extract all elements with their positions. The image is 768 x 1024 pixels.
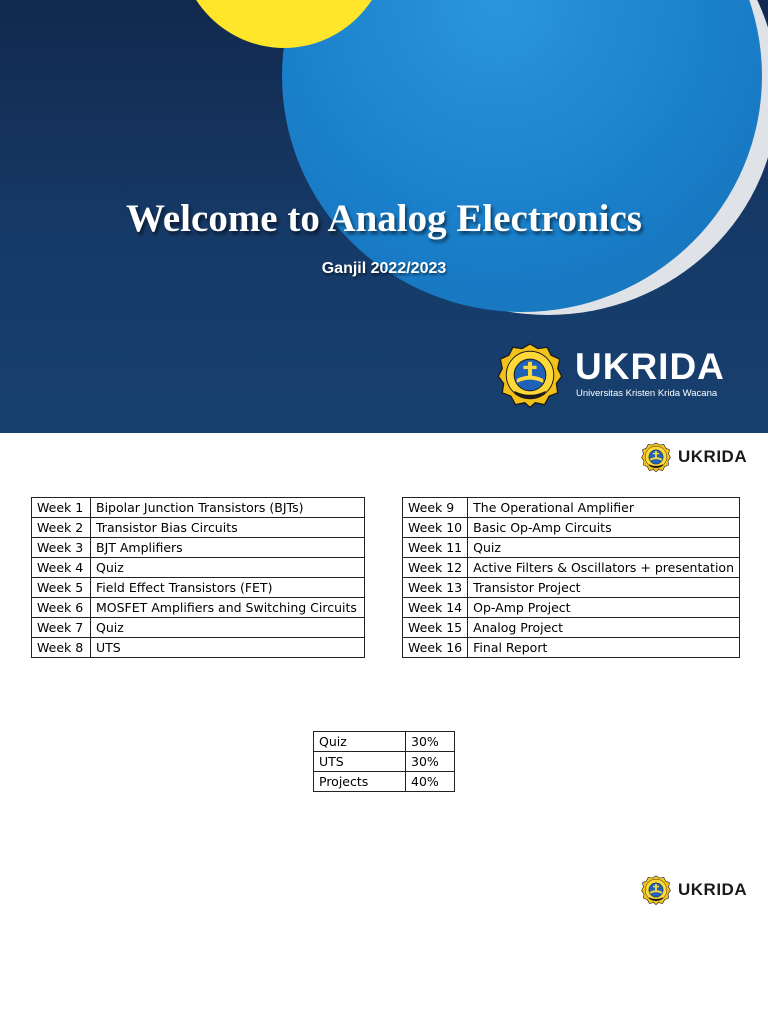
table-row — [314, 752, 455, 772]
topic-cell: Transistor Bias Circuits — [91, 518, 365, 538]
component-cell: Projects — [314, 772, 406, 792]
brand-name: UKRIDA — [575, 346, 725, 387]
table-row — [403, 618, 740, 638]
topic-cell: Field Effect Transistors (FET) — [91, 578, 365, 598]
grading-table — [313, 731, 455, 792]
slide-title: Welcome to Analog Electronics — [126, 197, 642, 240]
topic-cell: Basic Op-Amp Circuits — [468, 518, 740, 538]
table-row — [32, 598, 365, 618]
week-cell: Week 2 — [32, 518, 91, 538]
topic-cell: Active Filters & Oscillators + presentation — [468, 558, 740, 578]
ukrida-seal-icon — [497, 342, 563, 408]
topic-cell: UTS — [91, 638, 365, 658]
week-cell: Week 11 — [403, 538, 468, 558]
week-cell: Week 15 — [403, 618, 468, 638]
weight-cell: 30% — [406, 752, 455, 772]
topic-cell: Quiz — [91, 618, 365, 638]
week-cell: Week 7 — [32, 618, 91, 638]
table-row — [403, 578, 740, 598]
slide-subtitle: Ganjil 2022/2023 — [321, 260, 447, 277]
schedule-slide — [0, 433, 768, 1024]
component-cell: UTS — [314, 752, 406, 772]
topic-cell: Bipolar Junction Transistors (BJTs) — [91, 498, 365, 518]
brand-name: UKRIDA — [678, 880, 748, 899]
component-cell: Quiz — [314, 732, 406, 752]
week-cell: Week 12 — [403, 558, 468, 578]
topic-cell: Final Report — [468, 638, 740, 658]
topic-cell: The Operational Amplifier — [468, 498, 740, 518]
topic-cell: Op-Amp Project — [468, 598, 740, 618]
table-row — [403, 638, 740, 658]
week-cell: Week 6 — [32, 598, 91, 618]
title-slide — [0, 0, 768, 433]
weight-cell: 30% — [406, 732, 455, 752]
week-cell: Week 3 — [32, 538, 91, 558]
topic-cell: Quiz — [91, 558, 365, 578]
ukrida-seal-icon — [641, 442, 671, 472]
table-row — [403, 598, 740, 618]
ukrida-brand-bottom — [641, 875, 761, 907]
topic-cell: Transistor Project — [468, 578, 740, 598]
schedule-table-weeks-9-16 — [402, 497, 740, 658]
brand-tagline: Universitas Kristen Krida Wacana — [576, 388, 718, 399]
table-row — [403, 558, 740, 578]
table-row — [32, 578, 365, 598]
week-cell: Week 13 — [403, 578, 468, 598]
table-row — [32, 638, 365, 658]
table-row — [314, 732, 455, 752]
topic-cell: Quiz — [468, 538, 740, 558]
table-row — [403, 538, 740, 558]
week-cell: Week 9 — [403, 498, 468, 518]
week-cell: Week 14 — [403, 598, 468, 618]
table-row — [403, 498, 740, 518]
ukrida-brand-large — [497, 340, 747, 410]
week-cell: Week 8 — [32, 638, 91, 658]
ukrida-seal-icon — [641, 875, 671, 905]
brand-name: UKRIDA — [678, 447, 748, 466]
topic-cell: MOSFET Amplifiers and Switching Circuits — [91, 598, 365, 618]
week-cell: Week 1 — [32, 498, 91, 518]
table-row — [32, 498, 365, 518]
table-row — [314, 772, 455, 792]
table-row — [32, 618, 365, 638]
schedule-table-weeks-1-8 — [31, 497, 365, 658]
table-row — [32, 538, 365, 558]
topic-cell: Analog Project — [468, 618, 740, 638]
table-row — [403, 518, 740, 538]
table-row — [32, 518, 365, 538]
week-cell: Week 10 — [403, 518, 468, 538]
week-cell: Week 4 — [32, 558, 91, 578]
week-cell: Week 5 — [32, 578, 91, 598]
ukrida-brand-top — [641, 442, 761, 474]
week-cell: Week 16 — [403, 638, 468, 658]
table-row — [32, 558, 365, 578]
weight-cell: 40% — [406, 772, 455, 792]
topic-cell: BJT Amplifiers — [91, 538, 365, 558]
